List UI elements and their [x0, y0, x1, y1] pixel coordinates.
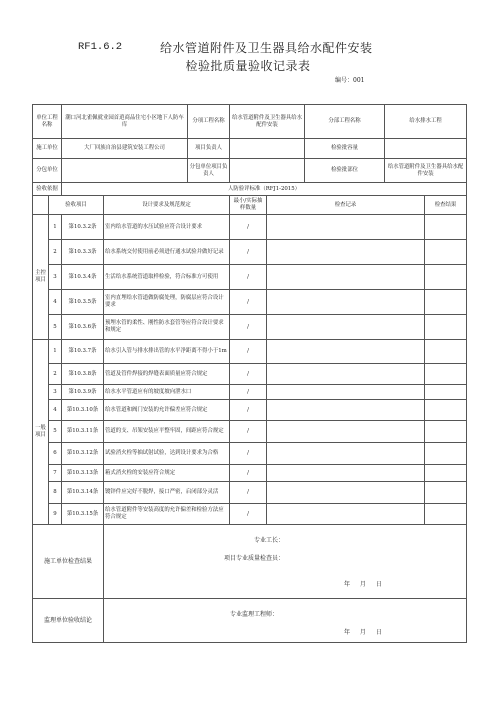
main-item-row	[33, 240, 467, 265]
header-item: 验收项目	[49, 196, 104, 215]
item-record	[267, 400, 425, 421]
item-sample: /	[230, 400, 267, 421]
item-record	[267, 504, 425, 525]
item-result	[425, 504, 467, 525]
item-sample: /	[230, 504, 267, 525]
item-requirement: 室内给水管道的水压试验应符合设计要求	[104, 215, 230, 240]
header-requirement: 设计要求及规范规定	[104, 196, 230, 215]
item-sample: /	[230, 385, 267, 400]
item-result	[425, 364, 467, 385]
basis-label: 验收依据	[33, 183, 62, 196]
item-record	[267, 482, 425, 504]
header-sample: 最小/实际抽样数量	[230, 196, 267, 215]
item-clause: 第10.3.5条	[62, 290, 104, 315]
item-requirement: 室内直埋给水管道做防腐处理，防腐层应符合设计要求	[104, 290, 230, 315]
general-item-row	[33, 340, 467, 364]
document-code: RF1.6.2	[78, 41, 123, 53]
item-clause: 第10.3.9条	[62, 385, 104, 400]
item-requirement: 镀锌件应完好不脱焊，接口严密，启闭部分灵活	[104, 482, 230, 504]
item-no: 5	[49, 315, 62, 340]
item-clause: 第10.3.2条	[62, 215, 104, 240]
item-requirement: 给水管道和阀门安装的允许偏差应符合规定	[104, 400, 230, 421]
item-clause: 第10.3.12条	[62, 443, 104, 465]
item-record	[267, 315, 425, 340]
item-clause: 第10.3.11条	[62, 421, 104, 443]
item-no: 5	[49, 421, 62, 443]
project-manager-label: 项目负责人	[188, 139, 230, 159]
sub-item-value: 给水管道附件及卫生器具给水配件安装	[230, 105, 305, 139]
item-result	[425, 465, 467, 482]
item-sample: /	[230, 421, 267, 443]
info-row-contractor	[33, 139, 467, 159]
item-clause: 第10.3.10条	[62, 400, 104, 421]
item-sample: /	[230, 240, 267, 265]
item-requirement: 管道及管件焊接的焊缝表面质量应符合规定	[104, 364, 230, 385]
item-no: 2	[49, 364, 62, 385]
contractor-check-label: 施工单位检查结果	[33, 525, 104, 599]
item-no: 6	[49, 443, 62, 465]
general-item-row	[33, 443, 467, 465]
main-item-row	[33, 265, 467, 290]
item-result	[425, 290, 467, 315]
item-result	[425, 340, 467, 364]
main-item-row	[33, 315, 467, 340]
item-no: 8	[49, 482, 62, 504]
item-result	[425, 240, 467, 265]
item-no: 2	[49, 240, 62, 265]
item-sample: /	[230, 443, 267, 465]
item-clause: 第10.3.13条	[62, 465, 104, 482]
item-requirement: 给水管道附件等安装高度的允许偏差和检验方法应符合规定	[104, 504, 230, 525]
item-no: 1	[49, 340, 62, 364]
document-number	[335, 75, 364, 84]
item-result	[425, 315, 467, 340]
item-result	[425, 265, 467, 290]
supervisor-label: 监理单位验收结论	[33, 599, 104, 643]
general-item-row	[33, 421, 467, 443]
title-line-1: 给水管道附件及卫生器具给水配件安装	[160, 41, 373, 55]
supervisor-row	[33, 599, 467, 643]
general-item-row	[33, 504, 467, 525]
item-requirement: 管道的支、吊架安装应平整牢固，间距应符合规定	[104, 421, 230, 443]
inspection-record-table	[32, 104, 467, 643]
item-sample: /	[230, 290, 267, 315]
item-record	[267, 290, 425, 315]
sub-manager-value	[230, 159, 305, 183]
subcontractor-label: 分包单位	[33, 159, 62, 183]
info-row-unit	[33, 105, 467, 139]
batch-capacity-value	[385, 139, 467, 159]
general-items-label: 一般项目	[33, 340, 49, 525]
item-clause: 第10.3.14条	[62, 482, 104, 504]
item-record	[267, 465, 425, 482]
item-requirement: 试验消火栓等抽试射试验，达到设计要求为合格	[104, 443, 230, 465]
title-line-2: 检验批质量验收记录表	[185, 59, 311, 73]
item-record	[267, 443, 425, 465]
item-clause: 第10.3.8条	[62, 364, 104, 385]
item-no: 3	[49, 265, 62, 290]
item-sample: /	[230, 364, 267, 385]
item-requirement: 预埋水管的柔性、刚性防水套管等应符合设计要求和规定	[104, 315, 230, 340]
item-result	[425, 215, 467, 240]
item-result	[425, 482, 467, 504]
item-record	[267, 421, 425, 443]
column-header-row	[33, 196, 467, 215]
item-sample: /	[230, 340, 267, 364]
item-record	[267, 215, 425, 240]
unit-project-value: 潮口河北雀佩就业园首逍商品住宅小区地下人防车库	[62, 105, 188, 139]
item-clause: 第10.3.3条	[62, 240, 104, 265]
general-item-row	[33, 400, 467, 421]
basis-value: 人防验评标准（RFJ1-2015）	[62, 183, 467, 196]
general-item-row	[33, 465, 467, 482]
number-value: 001	[353, 77, 365, 84]
item-requirement: 生活给水系统管道取样检验，符合标准方可使用	[104, 265, 230, 290]
item-sample: /	[230, 215, 267, 240]
item-record	[267, 340, 425, 364]
item-no: 1	[49, 215, 62, 240]
contractor-check-signature	[104, 525, 467, 599]
batch-part-label: 检验批部位	[305, 159, 385, 183]
item-sample: /	[230, 265, 267, 290]
contractor-label: 施工单位	[33, 139, 62, 159]
item-no: 7	[49, 465, 62, 482]
contractor-check-row	[33, 525, 467, 599]
unit-project-label: 单位工程名称	[33, 105, 62, 139]
item-sample: /	[230, 465, 267, 482]
basis-row	[33, 183, 467, 196]
supervision-engineer-label: 专业监理工程师：	[230, 611, 279, 618]
header-blank	[33, 196, 49, 215]
item-result	[425, 421, 467, 443]
item-result	[425, 385, 467, 400]
item-sample: /	[230, 482, 267, 504]
main-item-row	[33, 290, 467, 315]
header-record: 检查记录	[267, 196, 425, 215]
batch-part-value: 给水管道附件及卫生器具给水配件安装	[385, 159, 467, 183]
foreman-label: 专业工长：	[254, 537, 285, 544]
main-item-row	[33, 215, 467, 240]
item-sample: /	[230, 315, 267, 340]
date-contractor: 年 月 日	[344, 581, 382, 588]
item-requirement: 给水引入管与排水排出管的水平净距离不得小于1m	[104, 340, 230, 364]
contractor-value: 大厂回族自治县建筑安装工程公司	[62, 139, 188, 159]
subcontractor-value	[62, 159, 188, 183]
item-result	[425, 400, 467, 421]
quality-inspector-label: 项目专业质量检查员：	[224, 555, 285, 562]
item-clause: 第10.3.4条	[62, 265, 104, 290]
sub-item-label: 分项工程名称	[188, 105, 230, 139]
number-label: 编号：	[335, 77, 354, 84]
item-result	[425, 443, 467, 465]
item-no: 9	[49, 504, 62, 525]
general-item-row	[33, 364, 467, 385]
info-row-subcontractor	[33, 159, 467, 183]
item-requirement: 给水系统交付使用前必须进行通水试验并做好记录	[104, 240, 230, 265]
item-record	[267, 265, 425, 290]
item-record	[267, 364, 425, 385]
item-requirement: 给水水平管道应有的坡度坡向泄水口	[104, 385, 230, 400]
general-item-row	[33, 482, 467, 504]
item-record	[267, 385, 425, 400]
item-no: 4	[49, 290, 62, 315]
project-manager-value	[230, 139, 305, 159]
sub-manager-label: 分包单位项目负责人	[188, 159, 230, 183]
division-label: 分部工程名称	[305, 105, 385, 139]
item-clause: 第10.3.7条	[62, 340, 104, 364]
supervisor-signature	[104, 599, 467, 643]
item-no: 4	[49, 400, 62, 421]
item-clause: 第10.3.15条	[62, 504, 104, 525]
general-item-row	[33, 385, 467, 400]
batch-capacity-label: 检验批容量	[305, 139, 385, 159]
item-requirement: 箱式消火栓的安装应符合规定	[104, 465, 230, 482]
item-no: 3	[49, 385, 62, 400]
header-result: 检查结果	[425, 196, 467, 215]
date-supervisor: 年 月 日	[344, 629, 382, 636]
item-record	[267, 240, 425, 265]
main-control-label: 主控项目	[33, 215, 49, 340]
item-clause: 第10.3.6条	[62, 315, 104, 340]
division-value: 给水排水工程	[385, 105, 467, 139]
